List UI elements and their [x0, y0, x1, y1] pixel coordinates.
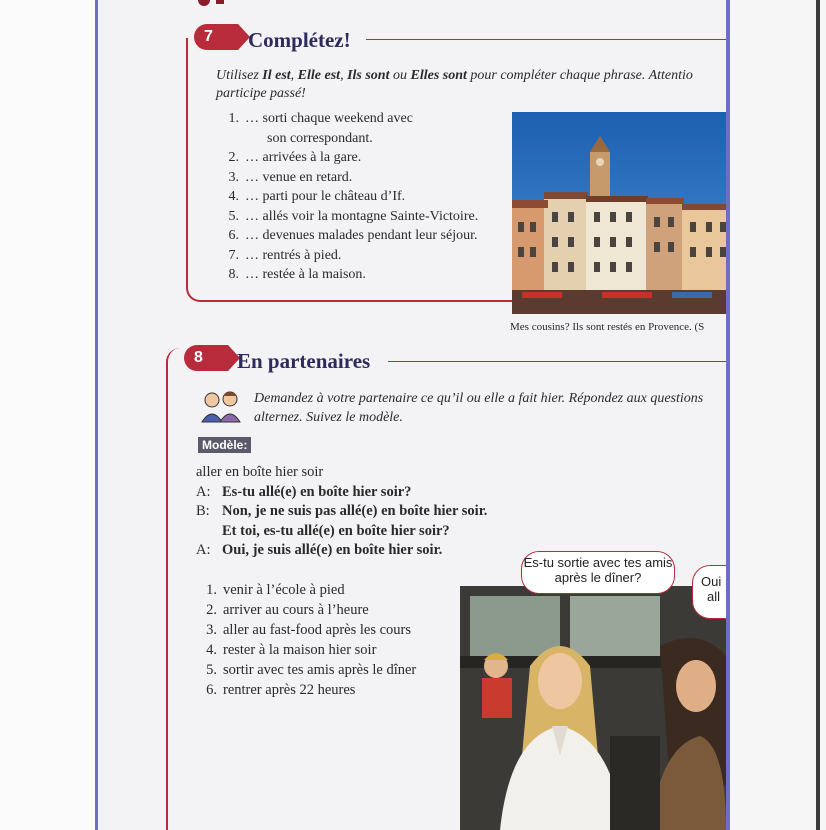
- left-margin: [0, 0, 96, 830]
- list-item: 6. … devenues malades pendant leur séjour.: [228, 228, 478, 243]
- right-frame-rule: [726, 0, 730, 830]
- list-item: 2. … arrivées à la gare.: [228, 150, 362, 165]
- speech-bubble: Es-tu sortie avec tes amis après le dîner?: [521, 551, 675, 594]
- dialogue-line: B: Non, je ne suis pas allé(e) en boîte hier soir.: [196, 503, 488, 519]
- section-8-instructions-line2: alternez. Suivez le modèle.: [254, 410, 403, 425]
- list-item: 5. sortir avec tes amis après le dîner: [206, 662, 417, 678]
- teens-train-photo: [460, 586, 726, 830]
- textbook-page: [98, 0, 726, 830]
- section-7-badge: 7: [194, 24, 238, 50]
- provence-town-photo: [512, 112, 726, 314]
- model-prompt: aller en boîte hier soir: [196, 464, 324, 480]
- section-8-list: [196, 580, 456, 700]
- bubble-line: Oui: [701, 574, 722, 589]
- cropped-heading-mark: [216, 0, 224, 4]
- section-8-badge: 8: [184, 345, 228, 371]
- list-item: 4. … parti pour le château d’If.: [228, 189, 406, 204]
- section-8-title-rule: [388, 361, 726, 362]
- list-item: 6. rentrer après 22 heures: [206, 682, 356, 698]
- list-item: 4. rester à la maison hier soir: [206, 642, 377, 658]
- list-item: son correspondant.: [267, 130, 373, 146]
- list-item: 1. venir à l’école à pied: [206, 582, 345, 598]
- section-7-title: Complétez!: [248, 28, 351, 52]
- list-item: 3. aller au fast-food après les cours: [206, 622, 412, 638]
- modele-label: Modèle:: [198, 437, 251, 453]
- section-7-instructions: Utilisez Il est, Elle est, Ils sont ou Elles sont pour compléter chaque phrase. Attentio: [216, 68, 693, 83]
- list-item: 7. … rentrés à pied.: [228, 247, 342, 263]
- list-item: 8. … restée à la maison.: [228, 267, 366, 282]
- speech-bubble-cropped: [692, 565, 726, 619]
- cropped-heading-mark: [198, 0, 210, 6]
- list-item: 2. arriver au cours à l’heure: [206, 602, 369, 618]
- section-7-list: [218, 109, 518, 285]
- section-8-instructions: Demandez à votre partenaire ce qu’il ou elle a fait hier. Répondez aux questions: [254, 391, 704, 406]
- section-7-instructions-line2: participe passé!: [216, 86, 306, 101]
- section-8-title: En partenaires: [237, 349, 371, 373]
- model-dialogue: [196, 463, 616, 561]
- dialogue-line: A: Oui, je suis allé(e) en boîte hier soir.: [196, 542, 443, 558]
- list-item: 5. … allés voir la montagne Sainte-Victoire.: [228, 208, 479, 224]
- right-margin: [730, 0, 826, 830]
- bubble-line: all: [707, 589, 721, 604]
- section-7-title-rule: [366, 39, 726, 40]
- right-edge: [816, 0, 820, 830]
- partner-icon: [198, 388, 246, 424]
- dialogue-line: A: Es-tu allé(e) en boîte hier soir?: [196, 483, 412, 500]
- list-item: 3. … venue en retard.: [228, 169, 353, 185]
- list-item: 1. … sorti chaque weekend avec: [228, 111, 413, 126]
- dialogue-line: Et toi, es-tu allé(e) en boîte hier soir?: [222, 522, 450, 539]
- photo-caption: Mes cousins? Ils sont restés en Provence. (S: [510, 321, 705, 333]
